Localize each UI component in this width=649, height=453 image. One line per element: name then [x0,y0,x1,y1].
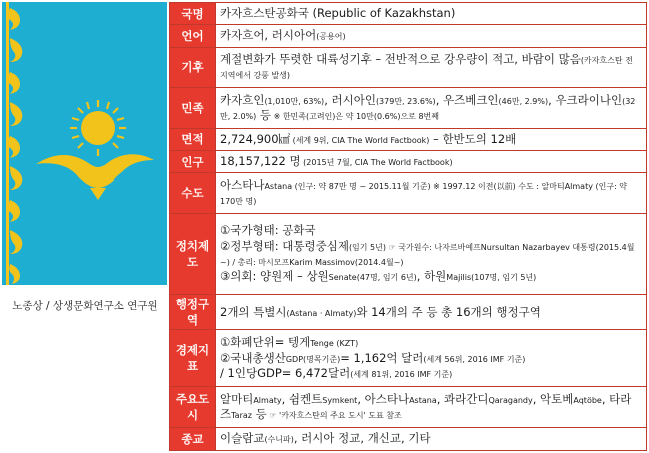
label-area: 면적 [170,128,216,150]
economy-gdp-per-capita: / 1인당GDP= 6,472달러(세계 81위, 2016 IMF 기준) [220,365,453,380]
row-language [170,25,647,47]
kazakhstan-flag-image [2,2,167,285]
row-climate [170,47,647,88]
country-info-table [169,2,647,451]
row-admin [170,294,647,329]
ornament-pattern-icon [2,2,28,285]
image-caption: 노종상 / 상생문화연구소 연구원 [12,300,158,312]
label-population: 인구 [170,150,216,172]
value-ethnic: 카자흐인(1,010만, 63%), 러시아인(379만, 23.6%), 우즈베크인(46만, 2.9%), 우크라이나인(32만, 2.0%) 등 ※ 한민족(고려인)은 약 10만(0.6%)으로 8번째 [216,88,647,129]
label-cities: 주요도시 [170,387,216,428]
label-religion: 종교 [170,427,216,450]
label-name: 국명 [170,3,216,25]
value-climate: 계절변화가 뚜렷한 대륙성기후 – 전반적으로 강우량이 적고, 바람이 많음(카자흐스탄 전 지역에서 강풍 발생) [216,47,647,88]
label-economy: 경제지표 [170,330,216,387]
value-religion: 이슬람교(수니파), 러시아 정교, 개신교, 기타 [216,427,647,450]
value-economy [216,330,647,387]
politics-parliament: ③의회: 양원제 – 상원Senate(47명, 임기 6년), 하원Majilis(107명, 임기 5년) [220,268,537,283]
politics-government-form: ②정부형태: 대통령중심제(임기 5년) ☞ 국가원수: 나자르바예프Nursultan Nazarbayev 대통령(2015.4월~) / 총리: 마시모프Karim Massimov(2014.4월~) [220,238,635,267]
label-admin: 행정구역 [170,294,216,329]
row-capital [170,173,647,214]
label-climate: 기후 [170,47,216,88]
politics-state-form: ①국가형태: 공화국 [220,223,316,238]
label-ethnic: 민족 [170,88,216,129]
row-politics [170,213,647,294]
row-cities [170,387,647,428]
value-admin: 2개의 특별시(Astana · Almaty)와 14개의 주 등 총 16개의 행정구역 [216,294,647,329]
value-name: 카자흐스탄공화국 (Republic of Kazakhstan) [216,3,647,25]
value-language: 카자흐어, 러시아어(공용어) [216,25,647,47]
value-cities: 알마티Almaty, 쉼켄트Symkent, 아스타나Astana, 콰라간디Qaragandy, 악토베Aqtöbe, 타라즈Taraz 등 ☞ '카자흐스탄의 주요 도시' 도표 참조 [216,387,647,428]
value-politics [216,213,647,294]
row-ethnic [170,88,647,129]
row-religion [170,427,647,450]
value-area: 2,724,900㎢ (세계 9위, CIA The World Factbook) – 한반도의 12배 [216,128,647,150]
label-capital: 수도 [170,173,216,214]
row-economy [170,330,647,387]
sun-eagle-emblem-icon [32,94,156,202]
value-population: 18,157,122 명 (2015년 7월, CIA The World Factbook) [216,150,647,172]
row-population [170,150,647,172]
label-language: 언어 [170,25,216,47]
label-politics: 정치제도 [170,213,216,294]
row-name [170,3,647,25]
economy-gdp: ②국내총생산GDP(명목기준)= 1,162억 달러(세계 56위, 2016 IMF 기준) [220,350,526,365]
economy-currency: ①화폐단위= 텡게Tenge (KZT) [220,335,359,350]
value-capital: 아스타나Astana (인구: 약 87만 명 ~ 2015.11월 기준) ※ 1997.12 이전(以前) 수도 : 알마티Almaty (인구: 약 170만 명) [216,173,647,214]
row-area [170,128,647,150]
